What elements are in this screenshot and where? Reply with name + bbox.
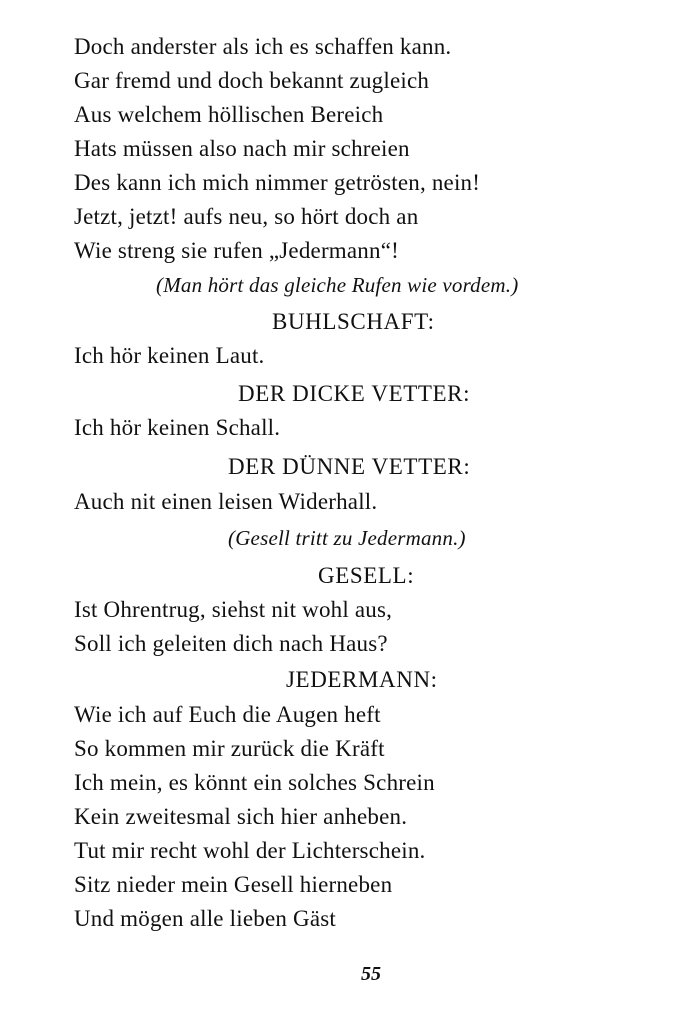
stage-direction: (Man hört das gleiche Rufen wie vordem.) <box>156 273 519 297</box>
speaker-heading: DER DICKE VETTER: <box>238 381 471 406</box>
speaker-heading: BUHLSCHAFT: <box>272 309 435 334</box>
verse-line: Kein zweitesmal sich hier anheben. <box>74 804 408 829</box>
verse-line: Tut mir recht wohl der Lichterschein. <box>74 838 426 863</box>
verse-line: Ist Ohrentrug, siehst nit wohl aus, <box>74 597 393 622</box>
verse-line: Aus welchem höllischen Bereich <box>74 102 384 127</box>
verse-line: Und mögen alle lieben Gäst <box>74 906 336 931</box>
verse-line: Auch nit einen leisen Widerhall. <box>74 489 378 514</box>
verse-line: Hats müssen also nach mir schreien <box>74 136 410 161</box>
verse-line: Sitz nieder mein Gesell hierneben <box>74 872 393 897</box>
stage-direction: (Gesell tritt zu Jedermann.) <box>228 526 466 550</box>
verse-line: Ich mein, es könnt ein solches Schrein <box>74 770 435 795</box>
verse-line: Ich hör keinen Schall. <box>74 415 281 440</box>
verse-line: Wie ich auf Euch die Augen heft <box>74 702 381 727</box>
speaker-heading: JEDERMANN: <box>286 667 438 692</box>
verse-line: Jetzt, jetzt! aufs neu, so hört doch an <box>74 204 419 229</box>
page-number: 55 <box>361 963 381 985</box>
verse-line: Des kann ich mich nimmer getrösten, nein! <box>74 170 481 195</box>
verse-line: So kommen mir zurück die Kräft <box>74 736 385 761</box>
verse-line: Doch anderster als ich es schaffen kann. <box>74 34 452 59</box>
verse-line: Wie streng sie rufen „Jedermann“! <box>74 238 399 263</box>
speaker-heading: GESELL: <box>318 563 415 588</box>
speaker-heading: DER DÜNNE VETTER: <box>228 454 471 479</box>
verse-line: Gar fremd und doch bekannt zugleich <box>74 68 430 93</box>
verse-line: Ich hör keinen Laut. <box>74 343 265 368</box>
verse-line: Soll ich geleiten dich nach Haus? <box>74 631 388 656</box>
